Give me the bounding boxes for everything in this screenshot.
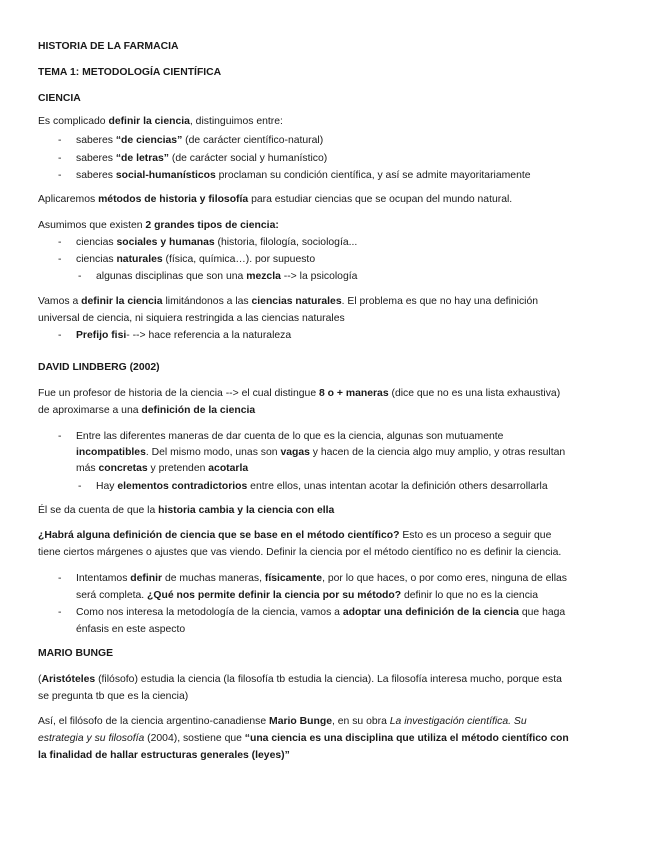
list-item: - saberes social-humanísticos proclaman su condición científica, y así se admite mayoritariamente <box>58 170 531 181</box>
list-item: - Como nos interesa la metodología de la ciencia, vamos a adoptar una definición de la ciencia que haga <box>58 607 566 618</box>
list-item-line: más concretas y pretenden acotarla <box>76 463 249 474</box>
list-item: - saberes “de ciencias” (de carácter científico-natural) <box>58 135 324 146</box>
list-item: - Prefijo fisi- --> hace referencia a la naturaleza <box>58 330 292 341</box>
paragraph: Fue un profesor de historia de la ciencia --> el cual distingue 8 o + maneras (dice que no es una lista exhaustiva) <box>38 388 561 399</box>
list-item: - Intentamos definir de muchas maneras, físicamente, por lo que haces, o por como eres, ninguna de ellas <box>58 573 567 584</box>
paragraph-line: tiene ciertos márgenes o ajustes que vas viendo. Definir la ciencia por el método científico no es definir la ciencia. <box>38 547 562 558</box>
list-item-line: será completa. ¿Qué nos permite definir la ciencia por su método? definir lo que no es la ciencia <box>76 590 538 601</box>
list-item: - saberes “de letras” (de carácter social y humanístico) <box>58 153 328 164</box>
document-title: HISTORIA DE LA FARMACIA <box>38 41 179 52</box>
paragraph: Aplicaremos métodos de historia y filosofía para estudiar ciencias que se ocupan del mundo natural. <box>38 194 513 205</box>
paragraph-line: de aproximarse a una definición de la ciencia <box>38 405 256 416</box>
paragraph-line: la finalidad de hallar estructuras generales (leyes)” <box>38 750 290 761</box>
topic-heading: TEMA 1: METODOLOGÍA CIENTÍFICA <box>38 67 222 78</box>
paragraph-line: universal de ciencia, ni siquiera restringida a las ciencias naturales <box>38 313 345 324</box>
paragraph: ¿Habrá alguna definición de ciencia que se base en el método científico? Esto es un proceso a seguir que <box>38 530 552 541</box>
paragraph: Asumimos que existen 2 grandes tipos de ciencia: <box>38 220 279 231</box>
list-item: - Entre las diferentes maneras de dar cuenta de lo que es la ciencia, algunas son mutuamente <box>58 431 504 442</box>
section-heading-lindberg: DAVID LINDBERG (2002) <box>38 362 160 373</box>
list-item: - ciencias naturales (física, química…). por supuesto <box>58 254 316 265</box>
list-item: - ciencias sociales y humanas (historia, filología, sociología... <box>58 237 358 248</box>
paragraph: Es complicado definir la ciencia, distinguimos entre: <box>38 116 283 127</box>
list-item-line: énfasis en este aspecto <box>76 624 186 635</box>
sub-list-item: - algunas disciplinas que son una mezcla --> la psicología <box>78 271 358 282</box>
paragraph: Así, el filósofo de la ciencia argentino-canadiense Mario Bunge, en su obra La investigación científica. Su <box>38 716 527 727</box>
paragraph-line: se pregunta tb que es la ciencia) <box>38 691 189 702</box>
sub-list-item: - Hay elementos contradictorios entre ellos, unas intentan acotar la definición others desarrollarla <box>78 481 548 492</box>
paragraph: Vamos a definir la ciencia limitándonos a las ciencias naturales. El problema es que no hay una definición <box>38 296 539 307</box>
section-heading-bunge: MARIO BUNGE <box>38 648 114 659</box>
paragraph: (Aristóteles (filósofo) estudia la ciencia (la filosofía tb estudia la ciencia). La filosofía interesa mucho, porque esta <box>38 674 562 685</box>
paragraph: Él se da cuenta de que la historia cambia y la ciencia con ella <box>38 505 335 516</box>
paragraph-line: estrategia y su filosofía (2004), sostiene que “una ciencia es una disciplina que utiliza el método científico con <box>38 733 569 744</box>
list-item-line: incompatibles. Del mismo modo, unas son vagas y hacen de la ciencia algo muy amplio, y otras resultan <box>76 447 566 458</box>
section-heading-ciencia: CIENCIA <box>38 93 81 104</box>
